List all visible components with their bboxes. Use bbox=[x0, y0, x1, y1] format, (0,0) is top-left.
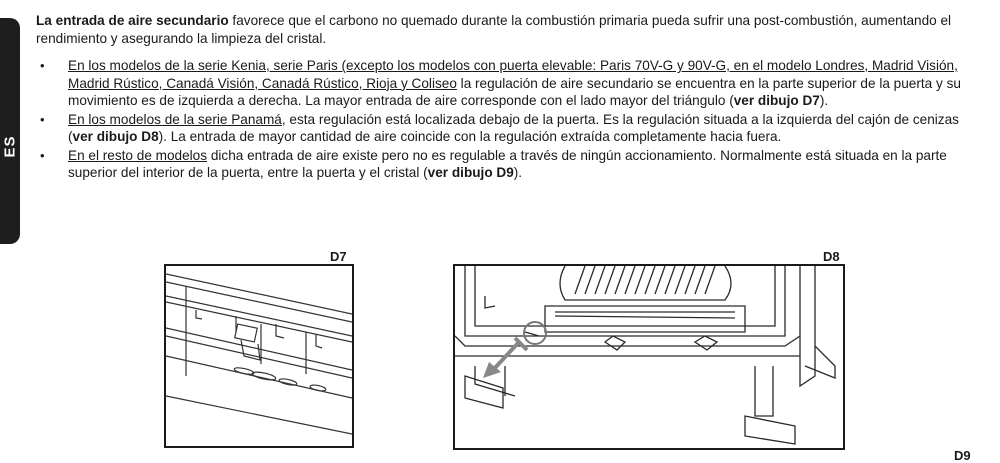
item-figure-ref: ver dibujo D9 bbox=[427, 165, 514, 180]
intro-text: favorece que el carbono no quemado durante la combustión primaria pueda sufrir una post-combustión, aumentando el rendimiento y asegurando la limpieza del cristal. bbox=[36, 13, 952, 46]
language-tab bbox=[0, 18, 20, 244]
item-models: En los modelos de la serie Panamá bbox=[68, 111, 282, 127]
item-models: En los modelos de la serie Kenia, serie Paris (excepto los modelos con puerta elevable: Paris 70V-G y 90V-G, en el modelo Londres, Madrid Visión, Madrid Rústico, Canadá Visión, Canadá Rústico, Rioja y Coliseo bbox=[68, 58, 958, 91]
figure-d7-label: D7 bbox=[330, 249, 347, 264]
figure-d8-drawing bbox=[455, 266, 843, 448]
language-label: ES bbox=[1, 135, 19, 158]
figure-d7 bbox=[164, 264, 354, 448]
item-models: En el resto de modelos bbox=[68, 147, 208, 163]
bullet: • bbox=[40, 147, 45, 163]
document-content bbox=[36, 12, 980, 183]
list-item bbox=[36, 57, 980, 110]
item-figure-ref: ver dibujo D8 bbox=[72, 129, 159, 144]
item-text: la regulación de aire secundario se encuentra en la parte superior de la puerta y su movimiento es de izquierda a derecha. La mayor entrada de aire corresponde con el lado mayor del triángulo ( bbox=[68, 75, 961, 108]
figure-d7-drawing bbox=[166, 266, 352, 446]
item-end: ). bbox=[513, 165, 523, 180]
figure-d8 bbox=[453, 264, 845, 450]
figure-d8-label: D8 bbox=[823, 249, 840, 264]
figure-d9-label: D9 bbox=[954, 448, 971, 463]
model-list bbox=[36, 57, 980, 182]
intro-heading: La entrada de aire secundario bbox=[36, 13, 229, 28]
bullet: • bbox=[40, 111, 45, 127]
item-text: , esta regulación está localizada debajo de la puerta. Es la regulación situada a la izquierda del cajón de cenizas ( bbox=[68, 111, 959, 144]
item-figure-ref: ver dibujo D7 bbox=[733, 93, 820, 108]
list-item bbox=[36, 111, 980, 146]
intro-paragraph bbox=[36, 12, 980, 47]
bullet: • bbox=[40, 58, 45, 73]
item-end: ). bbox=[819, 93, 829, 108]
list-item bbox=[36, 147, 980, 182]
item-end: ). La entrada de mayor cantidad de aire coincide con la regulación extraída completamente hacia fuera. bbox=[158, 129, 782, 144]
item-text: dicha entrada de aire existe pero no es regulable a través de ningún accionamiento. Normalmente está situada en la parte superior del interior de la puerta, entre la puerta y el cristal ( bbox=[68, 147, 947, 180]
